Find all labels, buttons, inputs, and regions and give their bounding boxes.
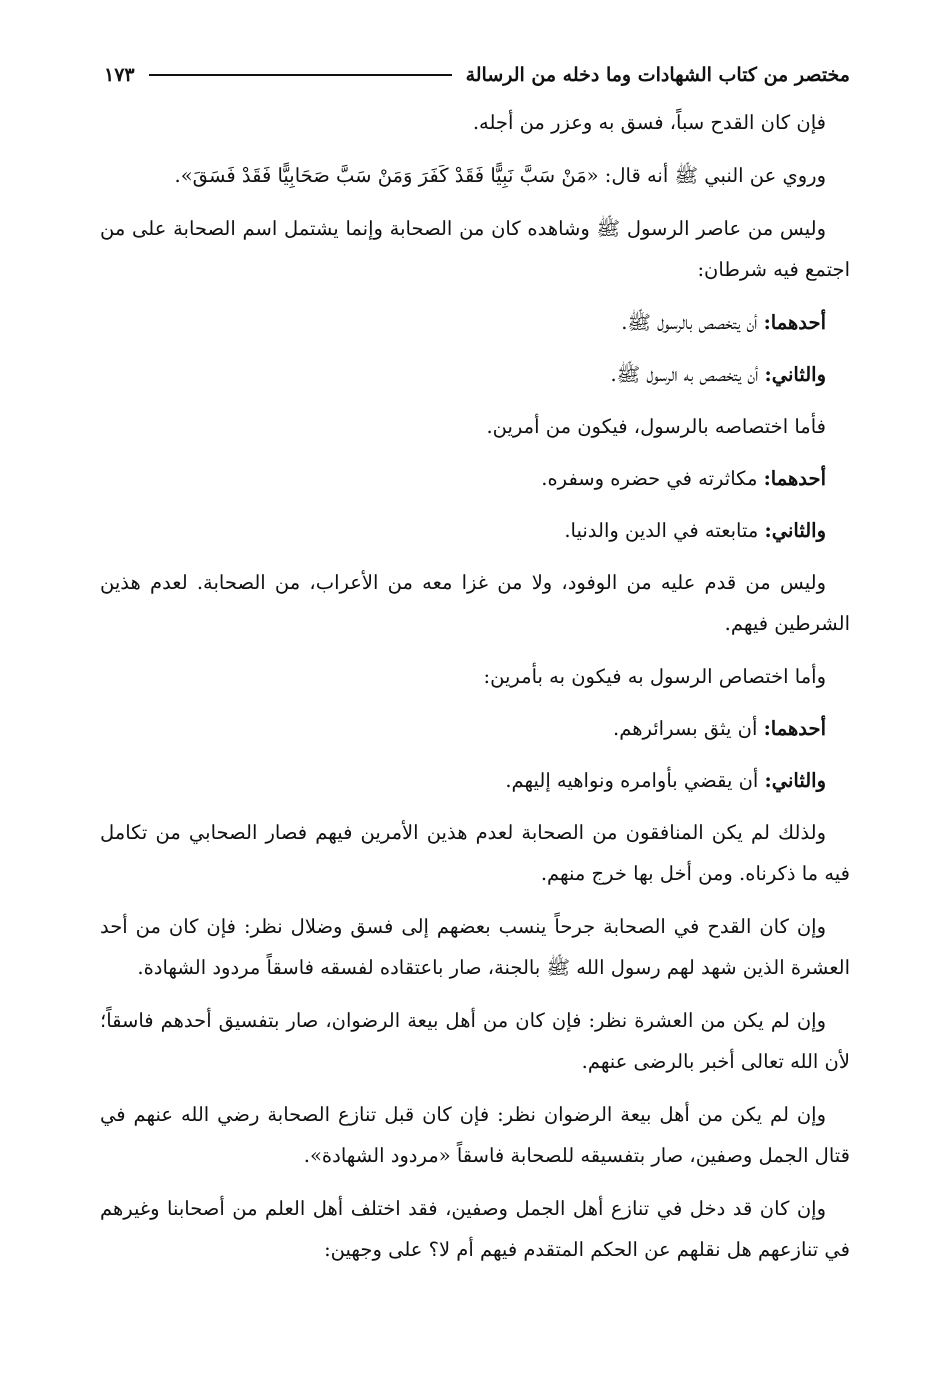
paragraph: وإن كان قد دخل في تنازع أهل الجمل وصفين، فقد اختلف أهل العلم من أصحابنا وغيرهم في تنازعهم هل نقلهم عن الحكم المتقدم فيهم أم لا؟ على وجهين:	[100, 1197, 850, 1261]
header-title: مختصر من كتاب الشهادات وما دخله من الرسالة	[465, 64, 850, 86]
paragraph: وروي عن النبي ﷺ أنه قال: «مَنْ سَبَّ نَبِيًّا فَقَدْ كَفَرَ وَمَنْ سَبَّ صَحَابِيًّا فَقَدْ فَسَقَ».	[174, 164, 826, 187]
paragraph: وأما اختصاص الرسول به فيكون به بأمرين:	[483, 665, 826, 688]
item-label: أحدهما:	[763, 717, 826, 740]
paragraph: وإن كان القدح في الصحابة جرحاً ينسب بعضهم إلى فسق وضلال نظر: فإن كان من أحد العشرة الذين شهد لهم رسول الله ﷺ بالجنة، صار باعتقاده لفسقه فاسقاً مردود الشهادة.	[100, 915, 850, 979]
item-label: أحدهما:	[763, 467, 826, 490]
paragraph: فإن كان القدح سباً، فسق به وعزر من أجله.	[472, 111, 826, 134]
item-label: والثاني:	[764, 363, 826, 386]
item-label: والثاني:	[764, 769, 826, 792]
list-item: أحدهما: أن يتخصص بالرسول ﷺ.	[621, 311, 826, 334]
header-rule	[149, 74, 452, 76]
paragraph: ولذلك لم يكن المنافقون من الصحابة لعدم هذين الأمرين فيهم فصار الصحابي من تكامل فيه ما ذكرناه. ومن أخل بها خرج منهم.	[100, 821, 850, 885]
paragraph: وإن لم يكن من العشرة نظر: فإن كان من أهل بيعة الرضوان، صار بتفسيق أحدهم فاسقاً؛ لأن الله تعالى أخبر بالرضى عنهم.	[100, 1009, 850, 1073]
list-item: أحدهما: أن يثق بسرائرهم.	[613, 717, 826, 740]
list-item: والثاني: أن يتخصص به الرسول ﷺ.	[610, 363, 826, 386]
item-label: والثاني:	[764, 519, 826, 542]
paragraph: وليس من عاصر الرسول ﷺ وشاهده كان من الصحابة وإنما يشتمل اسم الصحابة على من اجتمع فيه شرطان:	[100, 217, 850, 281]
paragraph: وليس من قدم عليه من الوفود، ولا من غزا معه من الأعراب، من الصحابة. لعدم هذين الشرطين فيهم.	[100, 571, 850, 635]
item-label: أحدهما:	[763, 311, 826, 334]
paragraph: فأما اختصاصه بالرسول، فيكون من أمرين.	[486, 415, 826, 438]
page-body	[100, 102, 850, 1270]
list-item: والثاني: أن يقضي بأوامره ونواهيه إليهم.	[505, 769, 826, 792]
page-number: ١٧٣	[104, 64, 135, 86]
paragraph: وإن لم يكن من أهل بيعة الرضوان نظر: فإن كان قبل تنازع الصحابة رضي الله عنهم في قتال الجمل وصفين، صار بتفسيقه للصحابة فاسقاً «مردود الشهادة».	[100, 1103, 850, 1167]
list-item: والثاني: متابعته في الدين والدنيا.	[564, 519, 826, 542]
list-item: أحدهما: مكاثرته في حضره وسفره.	[541, 467, 826, 490]
running-header	[104, 62, 850, 88]
